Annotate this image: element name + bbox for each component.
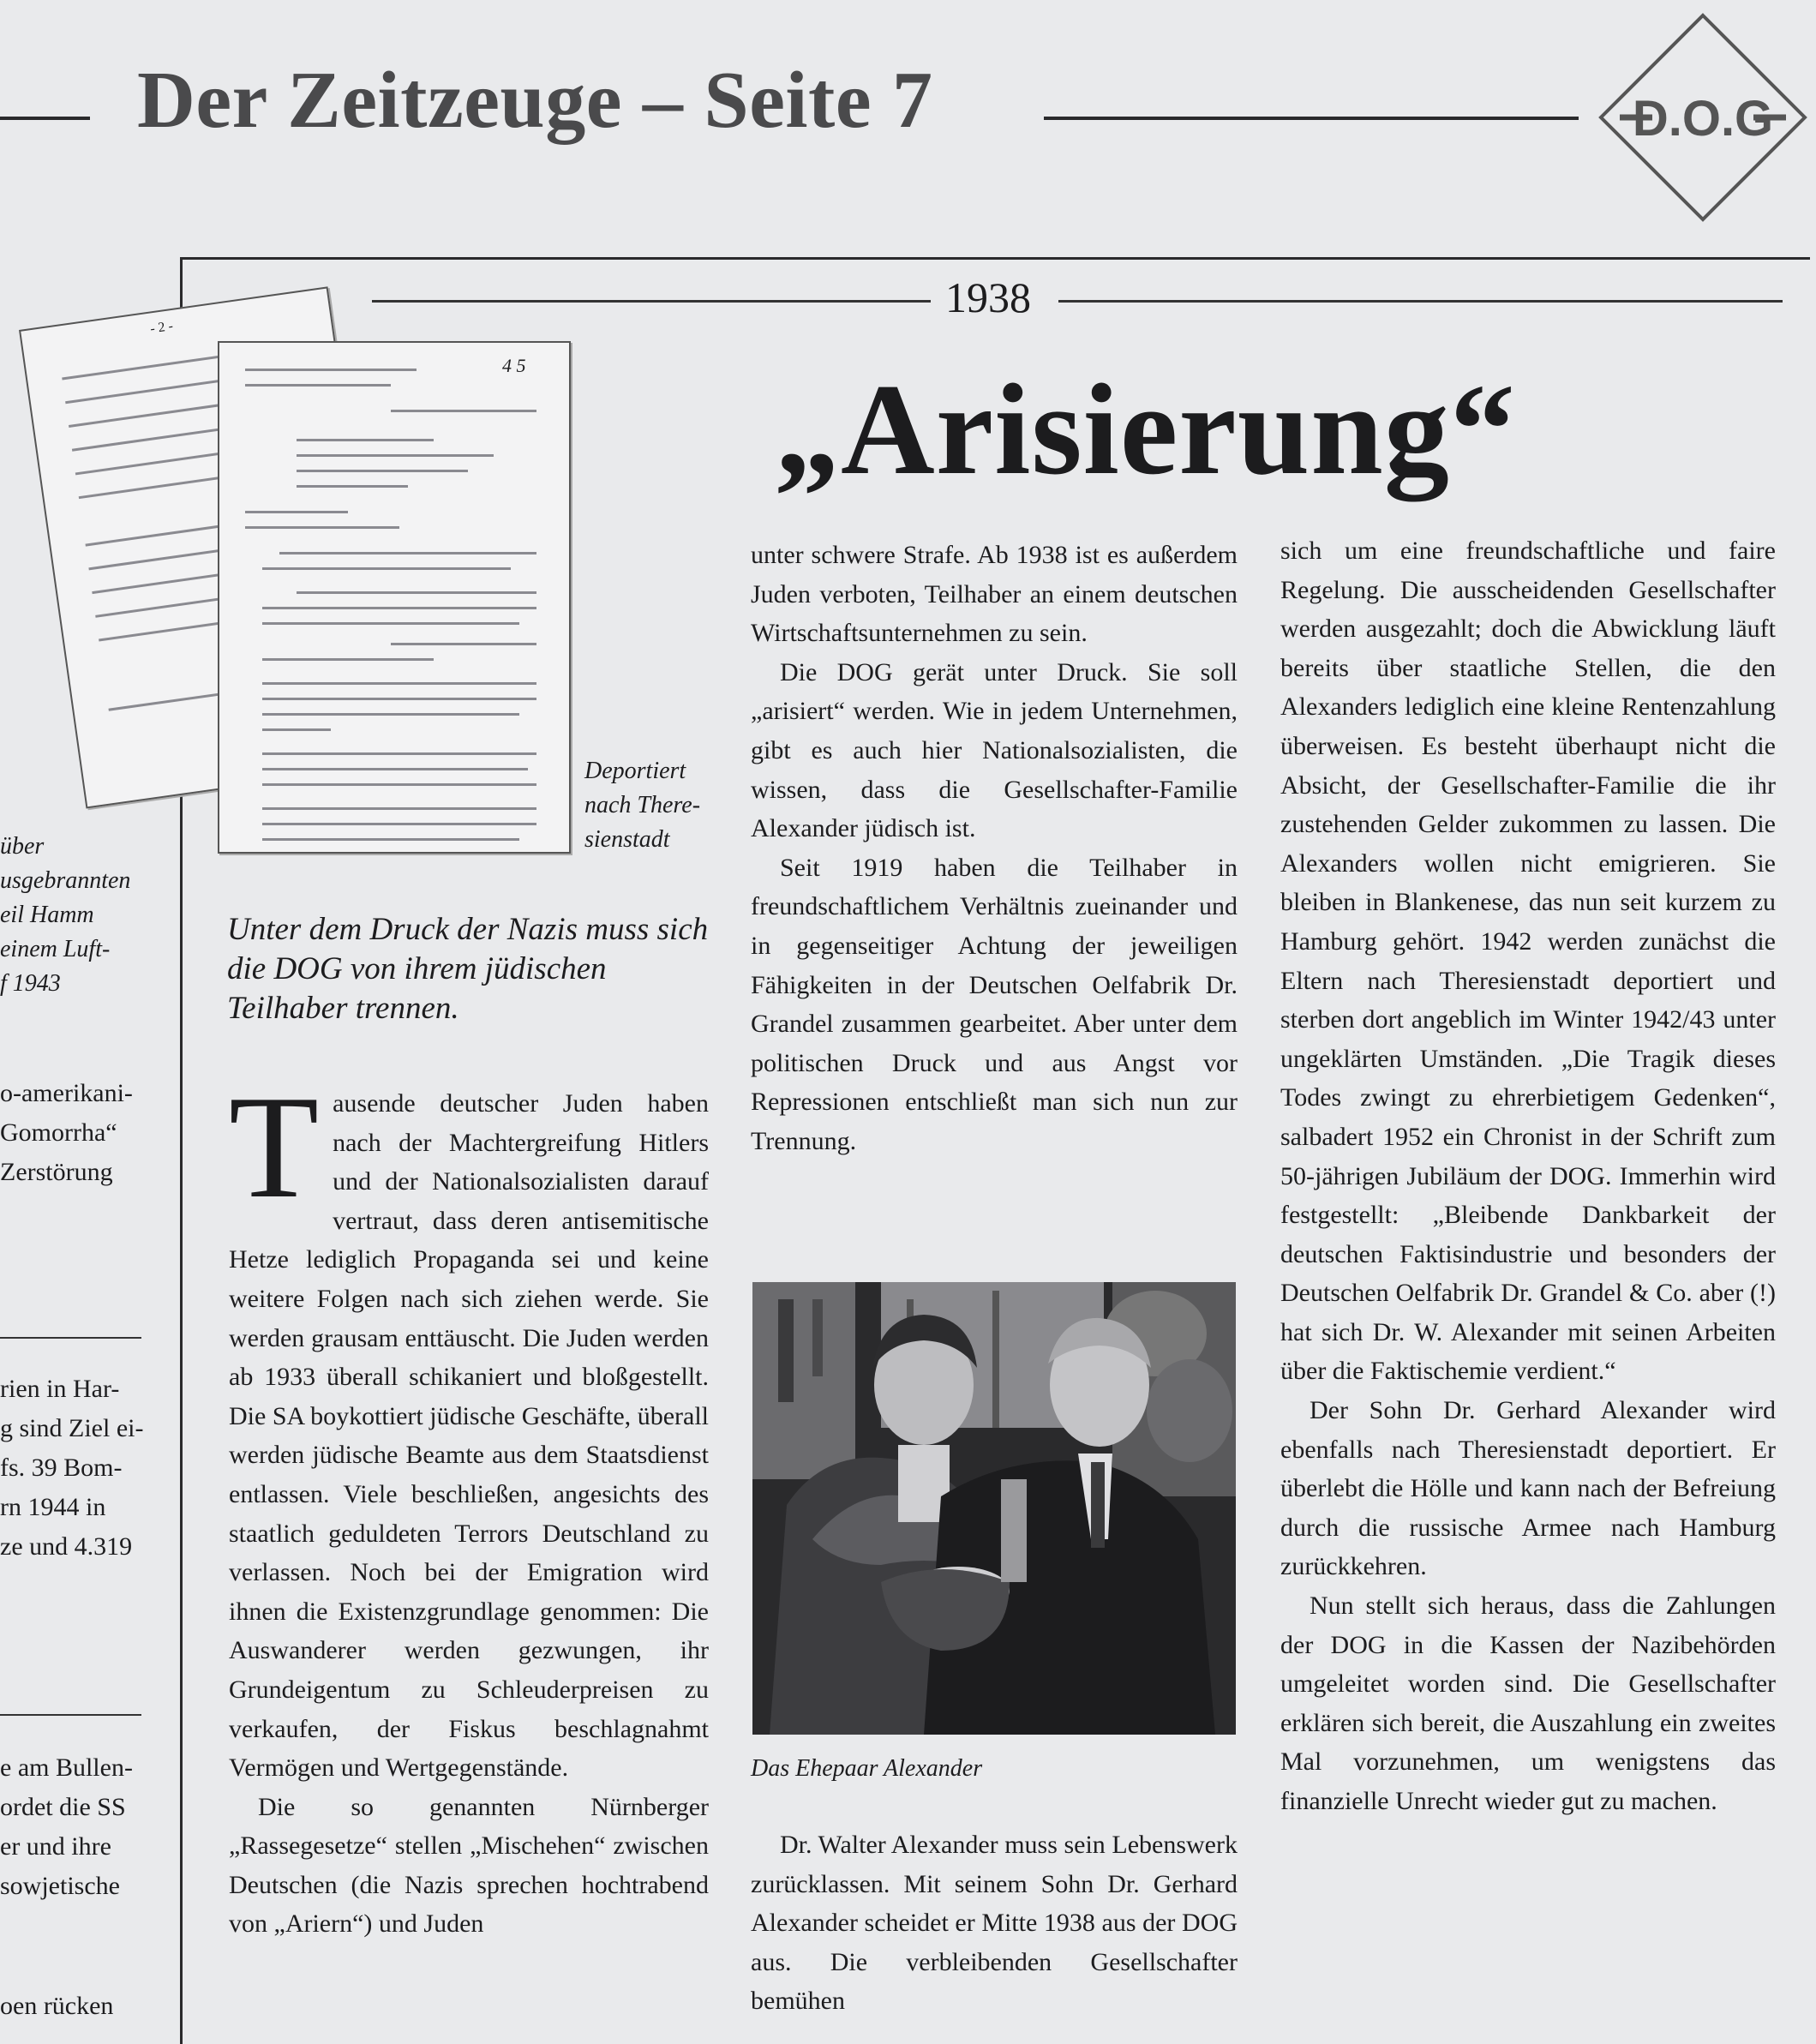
left-fragment-text: Gomorrha“ <box>0 1118 117 1147</box>
paragraph: Der Sohn Dr. Gerhard Alexander wird ebenfalls nach Theresienstadt deportiert. Er überlebt die Hölle und kann nach der Befreiung durch die russische Armee nach Hamburg zurückkehren. <box>1280 1396 1776 1581</box>
paragraph: Die DOG gerät unter Druck. Sie soll „arisiert“ werden. Wie in jedem Unternehmen, gibt es auch hier Nationalsozialisten, die wissen, dass die Gesellschafter-Familie Alexander jüdisch ist. <box>751 657 1238 843</box>
dog-logo-icon <box>1596 10 1810 225</box>
left-caption-line: usgebrannten <box>0 867 131 894</box>
left-fragment-text: sowjetische <box>0 1872 120 1900</box>
year-rule-left <box>372 300 931 303</box>
paragraph: Die so genannten Nürnberger „Rassegesetze“ stellen „Mischehen“ zwischen Deutschen (die Nazis sprechen hochtrabend von „Ariern“) und Juden <box>229 1792 709 1939</box>
documents-caption-line: Deportiert <box>584 758 686 784</box>
left-fragment-caption <box>0 830 171 1001</box>
left-fragment-text: g sind Ziel ei- <box>0 1414 144 1442</box>
paragraph <box>229 1066 709 1788</box>
article-headline: „Arisierung“ <box>775 357 1516 501</box>
left-fragment-text: ze und 4.319 <box>0 1532 133 1561</box>
paragraph: unter schwere Strafe. Ab 1938 ist es außerdem Juden verboten, Teilhaber an einem deutschen Wirtschaftsunternehmen zu sein. <box>751 541 1238 648</box>
left-fragment-text: Zerstörung <box>0 1158 113 1186</box>
document-page-marks: 4 5 <box>502 355 526 376</box>
left-fragment-text: fs. 39 Bom- <box>0 1454 123 1482</box>
left-fragment-text: e am Bullen- <box>0 1753 133 1782</box>
photo-caption: Das Ehepaar Alexander <box>751 1755 983 1782</box>
year-rule-right <box>1058 300 1783 303</box>
article-year: 1938 <box>945 273 1031 321</box>
left-fragment-rule <box>0 1714 141 1716</box>
paragraph: sich um eine freundschaftliche und faire Regelung. Die ausscheidenden Gesellschafter werden ausgezahlt; doch die Abwicklung läuft bereits über staatliche Stellen, die den Alexanders lediglich eine kleine Rentenzahlung überweisen. Es besteht überhaupt nicht die Absicht, der Gesellschafter-Familie die ihr zustehenden Gelder zukommen zu lassen. Die Alexanders wollen nicht emigrieren. Sie bleiben in Blankenese, das nun seit kurzem zu Hamburg gehört. 1942 werden zunächst die Eltern nach Theresienstadt deportiert und sterben dort angeblich im Winter 1942/43 unter ungeklärten Umständen. „Die Tragik dieses Todes zwingt zu ehrerbietigem Gedenken“, salbadert 1952 ein Chronist in der Schrift zum 50-jährigen Jubiläum der DOG. Immerhin wird festgestellt: „Bleibende Dankbarkeit der deutschen Faktisindustrie und besonders der Deutschen Oelfabrik Dr. Grandel & Co. aber (!) hat sich Dr. W. Alexander mit seinen Arbeiten über die Faktischemie verdient.“ <box>1280 536 1776 1386</box>
left-fragment-rule <box>0 1337 141 1339</box>
left-caption-line: einem Luft- <box>0 936 111 962</box>
left-fragment-text: er und ihre <box>0 1832 111 1861</box>
article-subhead: Unter dem Druck der Nazis muss sich die DOG von ihrem jüdischen Teilhaber trennen. <box>227 912 709 1026</box>
documents-caption-line: sienstadt <box>584 826 670 853</box>
left-caption-line: eil Hamm <box>0 902 94 928</box>
documents-caption <box>584 754 722 857</box>
left-caption-line: über <box>0 833 45 860</box>
article-column-2 <box>751 536 1238 1161</box>
paragraph: Nun stellt sich heraus, dass die Zahlungen der DOG in die Kassen der Nazibehörden umgeleitet worden sind. Die Gesellschafter erklären sich bereit, die Auszahlung ein zweites Mal vorzunehmen, um wenigstens das finanzielle Unrecht wieder gut zu machen. <box>1280 1591 1776 1815</box>
document-front <box>218 341 571 854</box>
logo-text: D.O.G <box>1632 91 1774 147</box>
page-title: Der Zeitzeuge – Seite 7 <box>137 56 933 145</box>
paragraph-text: ausende deutscher Juden haben nach der Machtergreifung Hitlers und der Nationalsozialisten darauf vertraut, dass deren antisemitische Hetze lediglich Propaganda sei und keine weitere Folgen nach sich ziehen werde. Sie werden grausam enttäuscht. Die Juden werden ab 1933 überall schikaniert und bloßgestellt. Die SA boykottiert jüdische Geschäfte, überall werden jüdische Beamte aus dem Staatsdienst entlassen. Viele beschließen, angesichts des staatlich geduldeten Terrors Deutschland zu verlassen. Noch bei der Emigration wird ihnen die Existenzgrundlage genommen: Die Auswanderer werden gezwungen, ihr Grundeigentum zu Schleuderpreisen zu verkaufen, der Fiskus beschlagnahmt Vermögen und Wertgegenstände. <box>229 1089 709 1783</box>
left-fragment-text: rn 1944 in <box>0 1493 106 1521</box>
header-rule-left <box>0 117 90 120</box>
article-frame-top <box>182 257 1810 260</box>
header-rule-right <box>1044 117 1579 120</box>
article-column-3 <box>1280 531 1776 1821</box>
couple-photo <box>752 1282 1236 1735</box>
left-fragment-text: rien in Har- <box>0 1375 120 1403</box>
left-fragment-text: oen rücken <box>0 1992 114 2020</box>
article-column-1 <box>229 1066 709 1944</box>
left-fragment-text: ordet die SS <box>0 1793 126 1821</box>
drop-cap: T <box>229 1066 320 1229</box>
document-page-number: - 2 - <box>149 319 174 337</box>
paragraph: Seit 1919 haben die Teilhaber in freundschaftlichem Verhältnis zueinander und in gegenseitiger Achtung der jeweiligen Fähigkeiten in der Deutschen Oelfabrik Dr. Grandel zusammen gearbeitet. Aber unter dem politischen Druck und aus Angst vor Repressionen entschließt man sich nun zur Trennung. <box>751 853 1238 1155</box>
left-fragment-text: o-amerikani- <box>0 1079 133 1107</box>
article-column-2-continued <box>751 1825 1238 2021</box>
documents-caption-line: nach There- <box>584 792 701 818</box>
paragraph: Dr. Walter Alexander muss sein Lebenswerk zurücklassen. Mit seinem Sohn Dr. Gerhard Alexander scheidet er Mitte 1938 aus der DOG aus. Die verbleibenden Gesellschafter bemühen <box>751 1831 1238 2016</box>
left-caption-line: f 1943 <box>0 970 61 997</box>
